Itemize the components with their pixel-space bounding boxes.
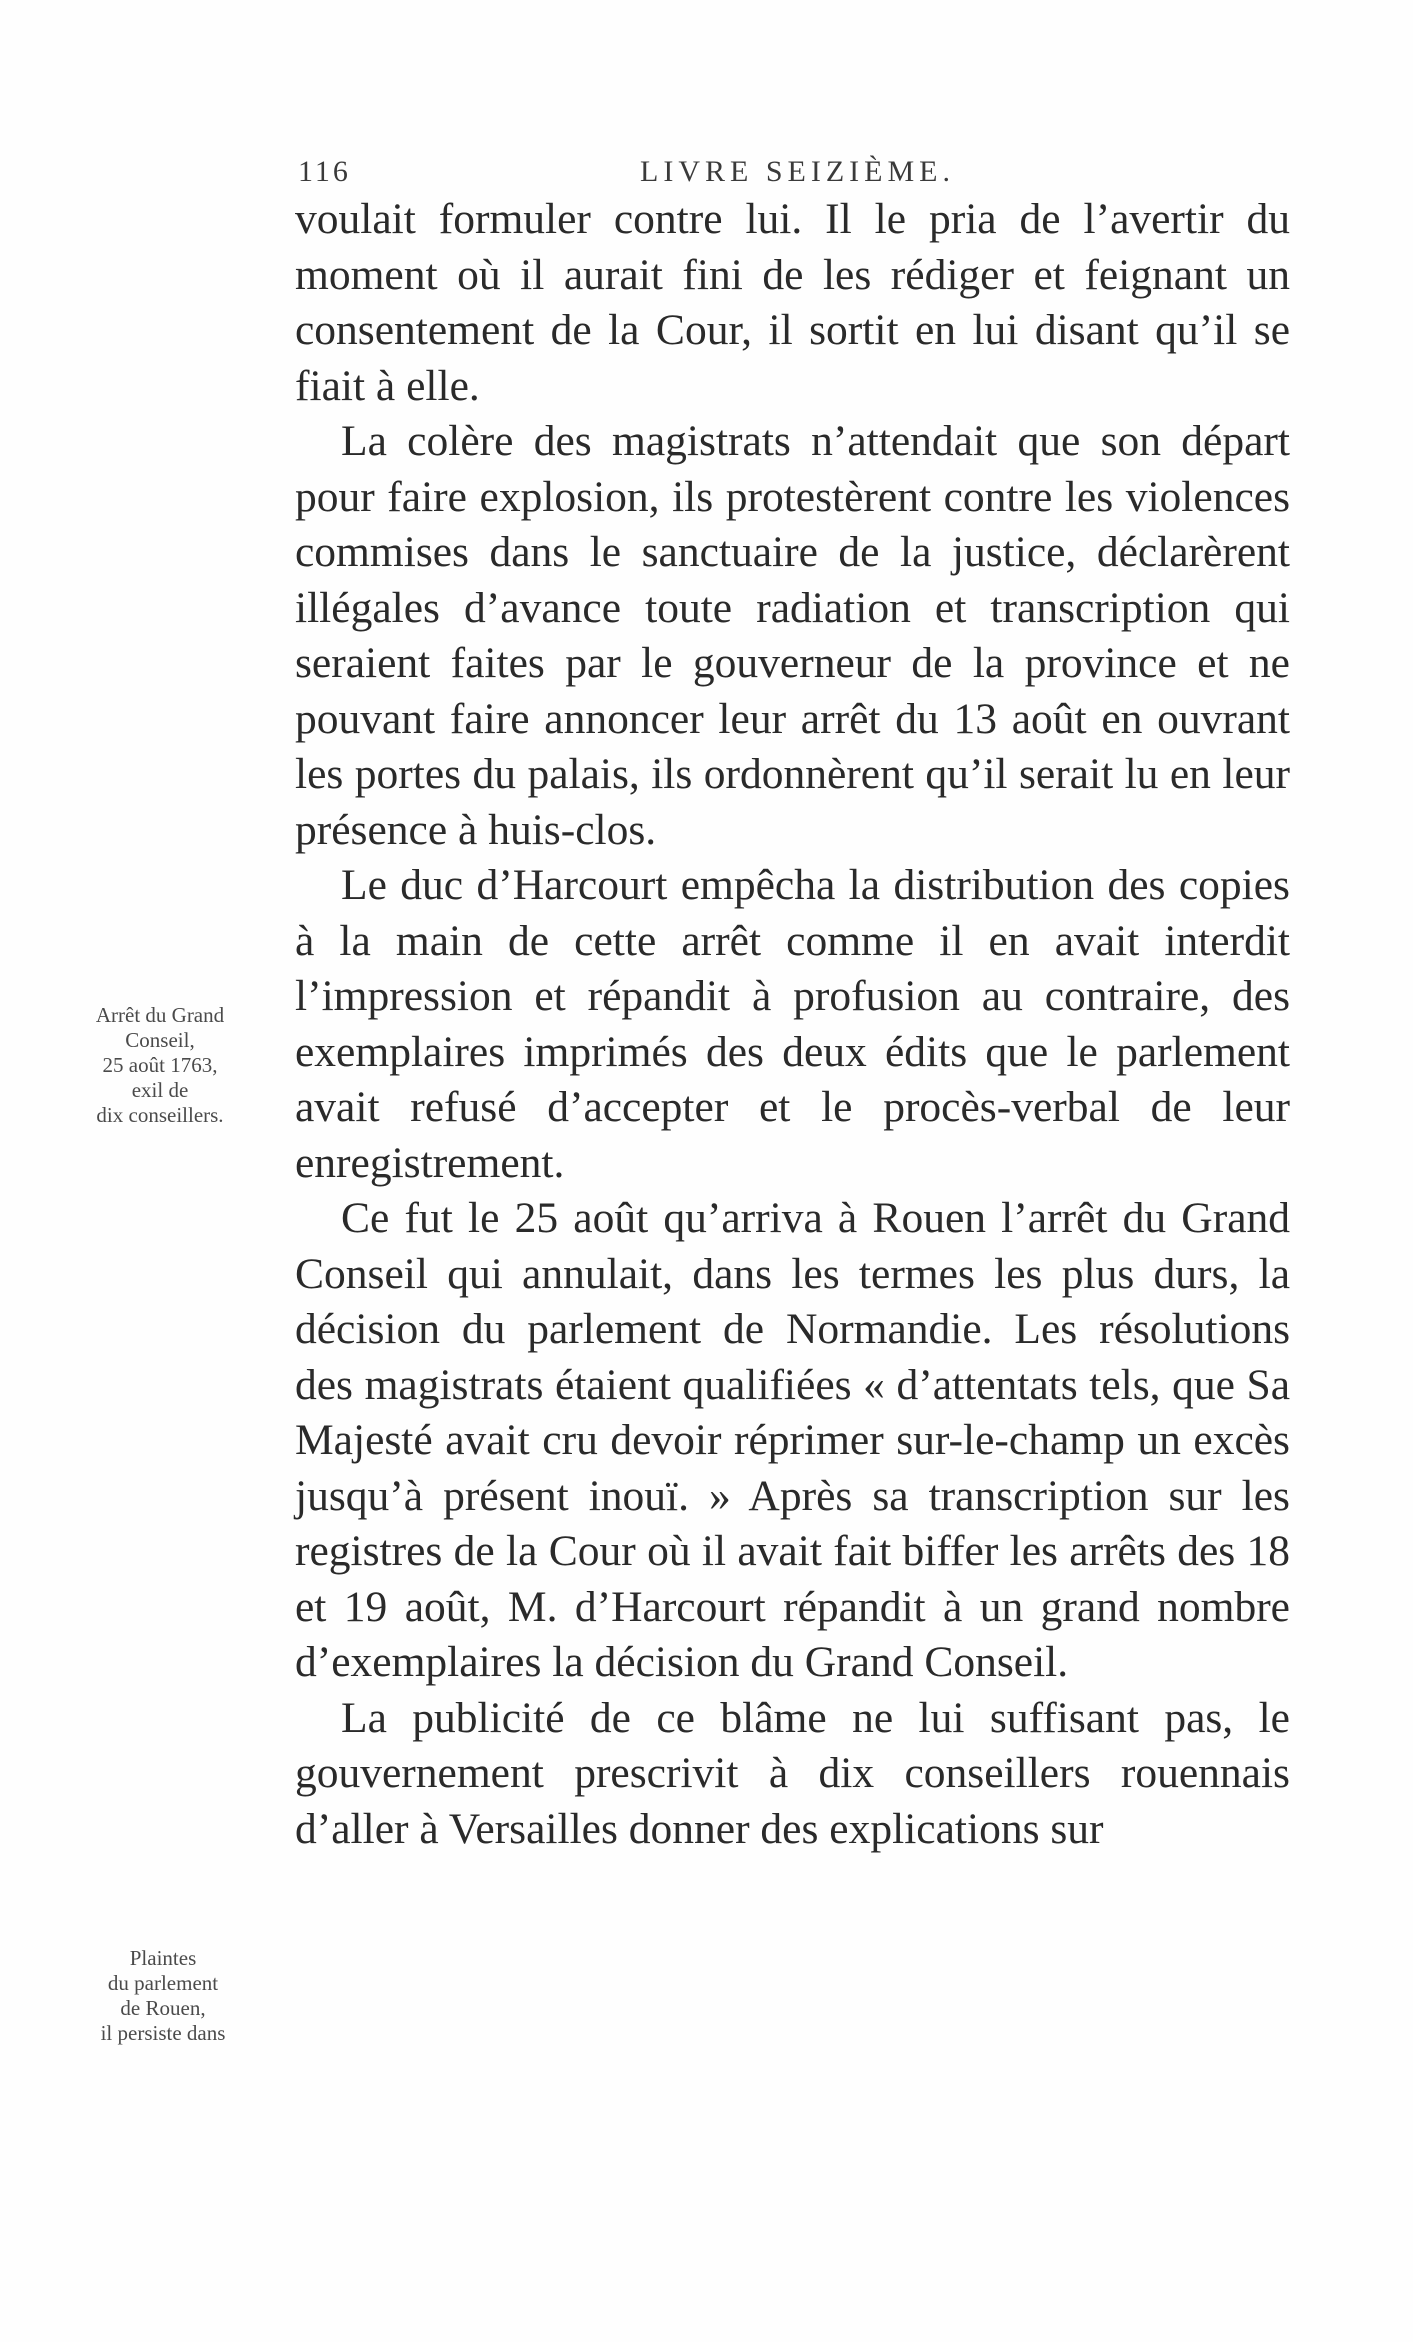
paragraph: La colère des magistrats n’attendait que son départ pour faire explosion, ils protestèrent contre les violences commises dans le sanctuaire de la justice, déclarèrent illégales d’avance toute radiation et transcription qui seraient faites par le gouverneur de la province et ne pouvant faire annoncer leur arrêt du 13 août en ouvrant les portes du palais, ils ordonnèrent qu’il serait lu en leur présence à huis-clos. <box>295 417 1290 854</box>
paragraph: Le duc d’Harcourt empêcha la distribution des copies à la main de cette arrêt comme il en avait interdit l’impression et répandit à profusion au contraire, des exemplaires imprimés des deux édits que le parlement avait refusé d’accepter et le procès-verbal de leur enregistrement. <box>295 861 1290 1187</box>
marginal-note-plaintes <box>63 1946 263 2046</box>
book-title: LIVRE SEIZIÈME. <box>640 155 955 188</box>
paragraph: La publicité de ce blâme ne lui suffisant pas, le gouvernement prescrivit à dix conseillers rouennais d’aller à Versailles donner des explications sur <box>295 1693 1290 1853</box>
marginal-note-line: exil de <box>131 1078 189 1102</box>
running-head <box>0 155 1413 195</box>
marginal-note-line: du parlement <box>107 1971 219 1995</box>
marginal-note-line: Arrêt du Grand <box>95 1003 225 1027</box>
marginal-note-line: 25 août 1763, <box>102 1053 218 1077</box>
marginal-note-line: Plaintes <box>129 1946 197 1970</box>
page-number: 116 <box>298 155 351 188</box>
marginal-note-line: Conseil, <box>125 1028 195 1052</box>
paragraph: Ce fut le 25 août qu’arriva à Rouen l’arrêt du Grand Conseil qui annulait, dans les termes les plus durs, la décision du parlement de Normandie. Les résolutions des magistrats étaient qualifiées « d’attentats tels, que Sa Majesté avait cru devoir réprimer sur-le-champ un excès jusqu’à présent inouï. » Après sa transcription sur les registres de la Cour où il avait fait biffer les arrêts des 18 et 19 août, M. d’Harcourt répandit à un grand nombre d’exemplaires la décision du Grand Conseil. <box>295 1194 1290 1686</box>
marginal-note-line: il persiste dans <box>100 2021 226 2045</box>
marginal-note-arret-grand-conseil <box>60 1003 260 1128</box>
paragraph: voulait formuler contre lui. Il le pria de l’avertir du moment où il aurait fini de les rédiger et feignant un consentement de la Cour, il sortit en lui disant qu’il se fiait à elle. <box>295 195 1290 410</box>
marginal-note-line: dix conseillers. <box>96 1103 224 1127</box>
marginal-note-line: de Rouen, <box>120 1996 206 2020</box>
body-text <box>295 192 1290 1857</box>
